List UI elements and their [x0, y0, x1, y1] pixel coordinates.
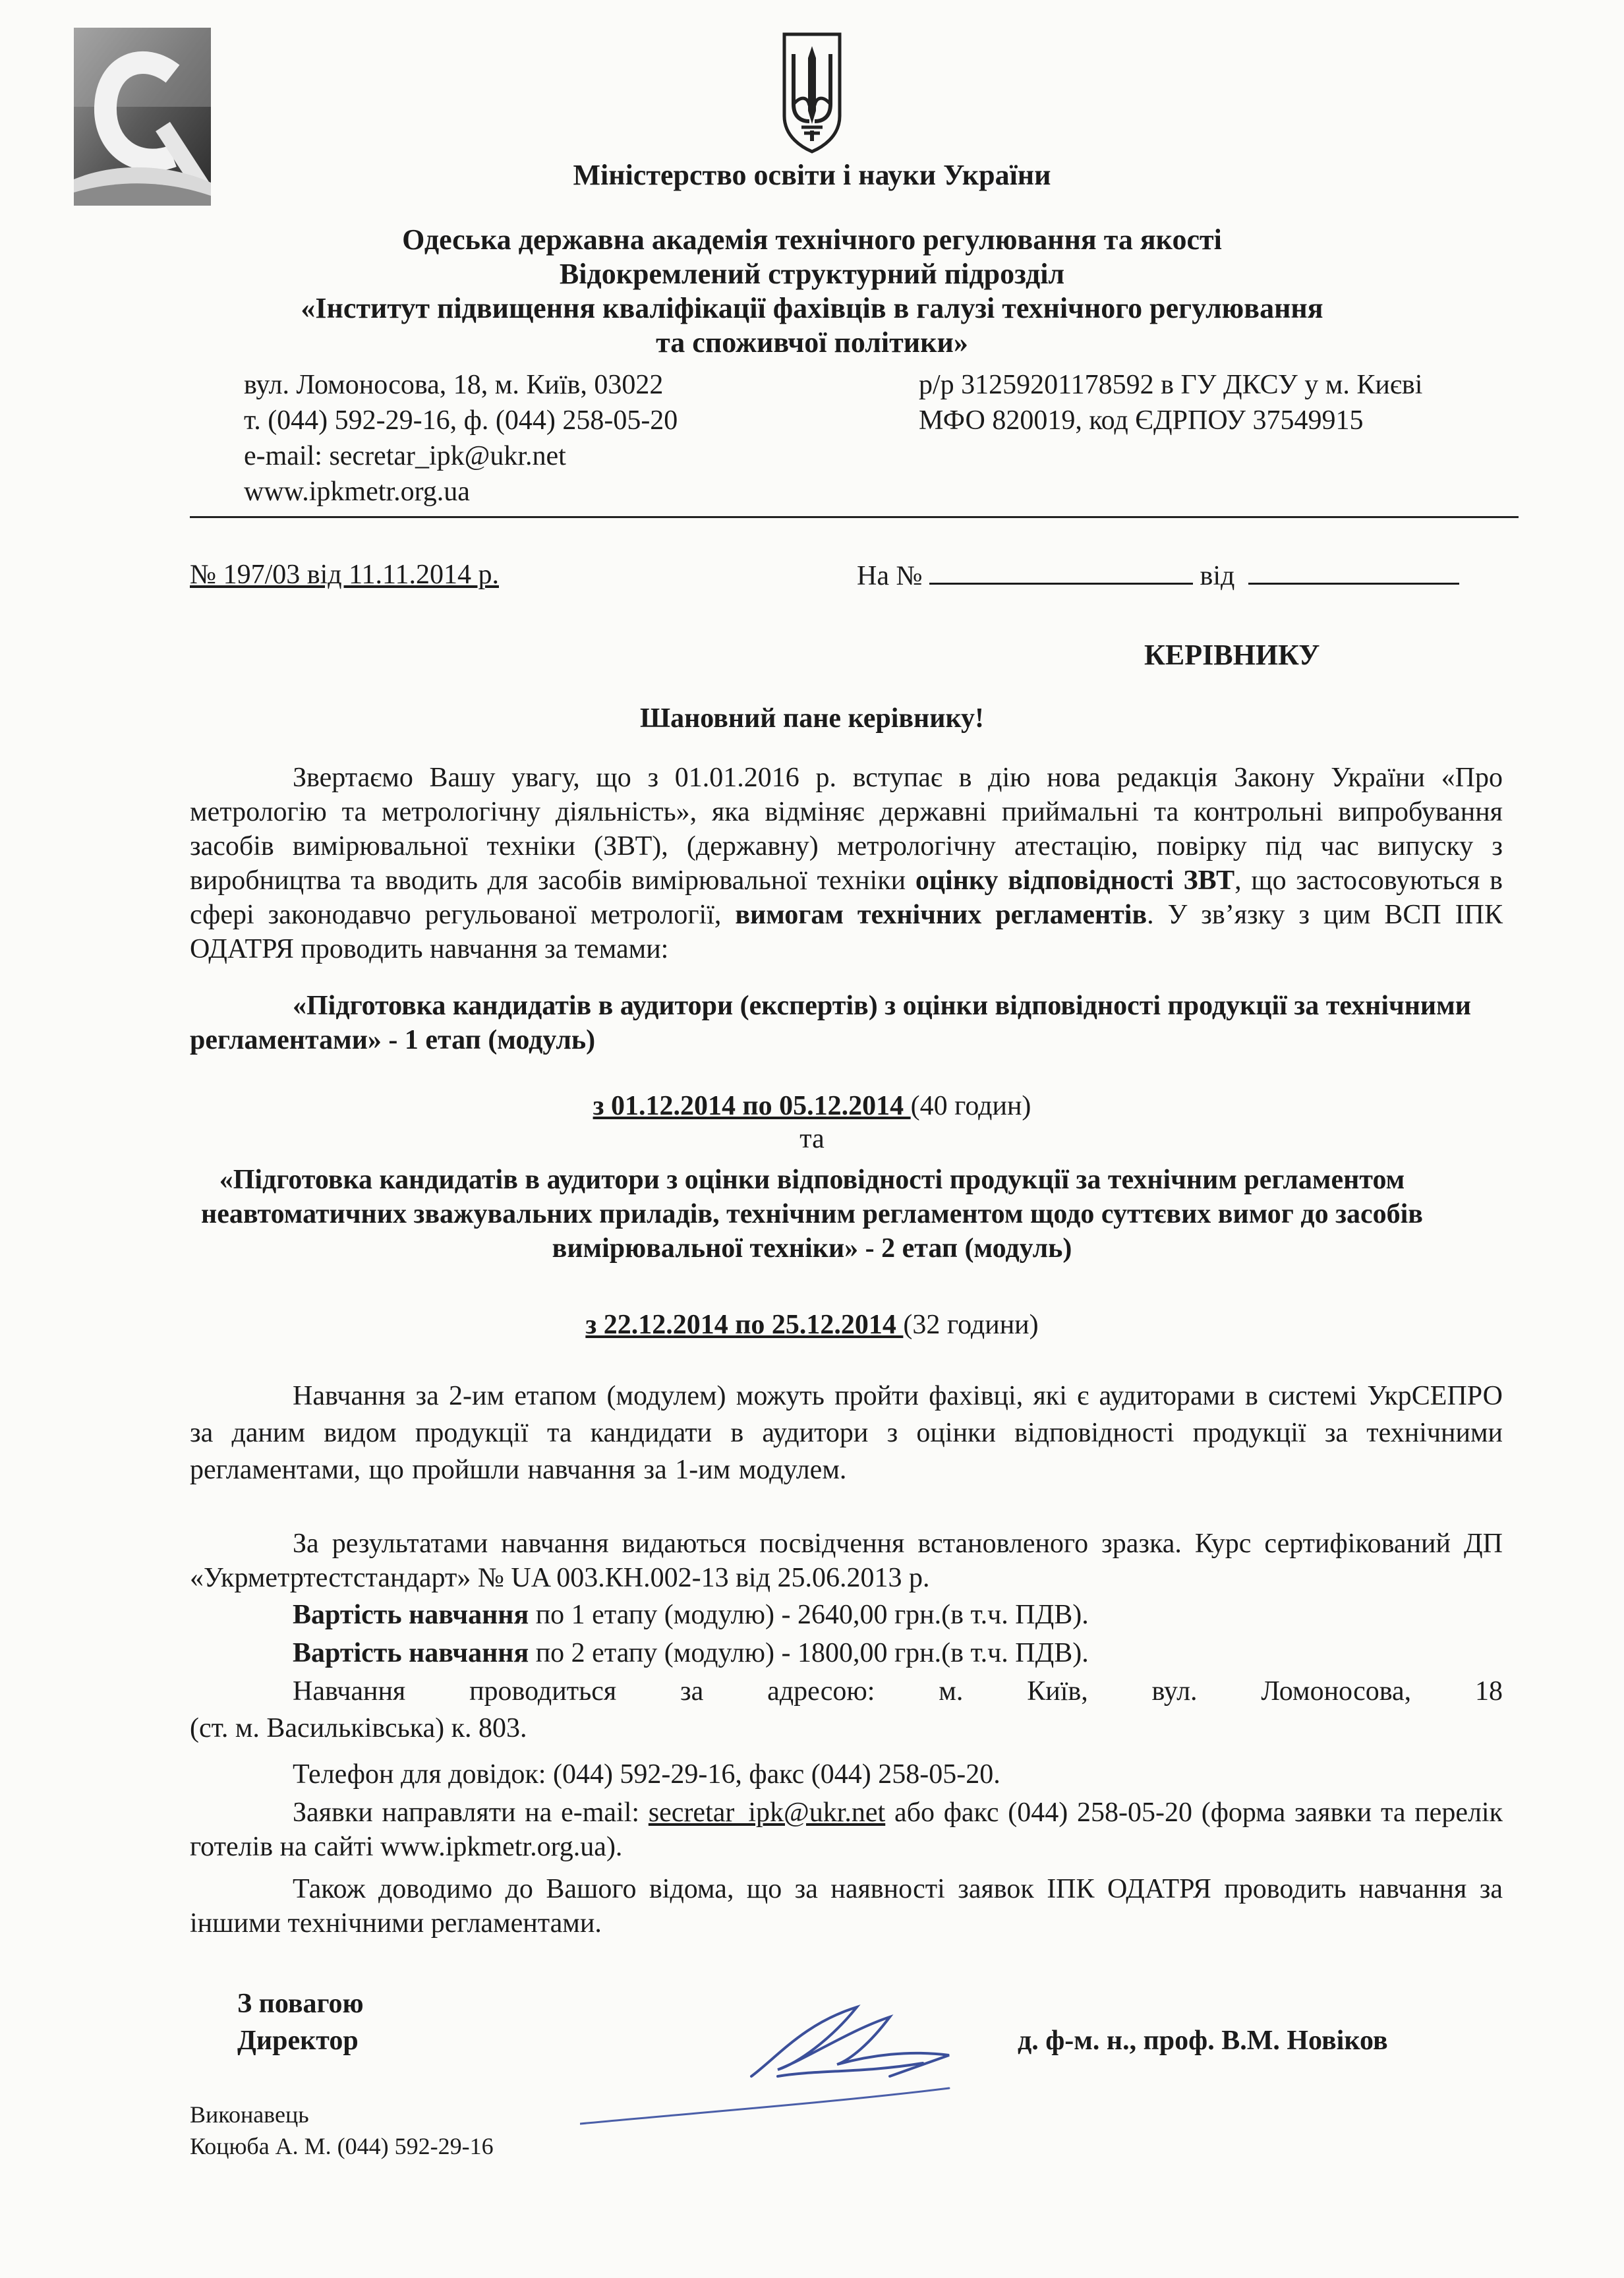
application-paragraph [190, 1796, 1503, 1864]
addressee: КЕРІВНИКУ [1144, 639, 1320, 671]
contact-website: www.ipkmetr.org.ua [244, 477, 470, 507]
intro-text-3: . У зв’язку з цим ВСП ІПК ОДАТРЯ проводить навчання за темами: [190, 900, 1503, 964]
venue-line-2: (ст. м. Васильківська) к. 803. [190, 1713, 527, 1743]
division-name: Відокремлений структурний підрозділ [559, 258, 1065, 290]
executor-name-phone: Коцюба А. М. (044) 592-29-16 [190, 2133, 494, 2159]
venue-line-1: Навчання проводиться за адресою: м. Київ, вул. Ломоносова, 18 [293, 1676, 1503, 1707]
intro-paragraph [190, 761, 1503, 966]
course-1-hours: (40 годин) [910, 1091, 1031, 1121]
incoming-date-label: від [1200, 561, 1235, 591]
intro-text-1: Звертаємо Вашу увагу, що з 01.01.2016 р. вступає в дію нова редакція Закону України «Про метрологію та метрологічну діяльність», яка відміняє державні приймальні та контрольні випробування засобів вимірювальної техніки (ЗВТ), (державну) метрологічну атестацію, повірку під час випуску з виробництва та вводить для засобів вимірювальної техніки [190, 763, 1503, 896]
course-2-title: «Підготовка кандидатів в аудитори з оцінки відповідності продукції за технічним регламентом неавтоматичних зважувальних приладів, технічним регламентом щодо суттєвих вимог до засобів вимірювальної техніки» - 2 етап (модуль) [201, 1165, 1423, 1264]
apply-text-2: або факс (044) 258-05-20 (форма заявки та перелік готелів на сайті www.ipkmetr.org.ua). [190, 1797, 1503, 1862]
cost-stage-1-text: по 1 етапу (модулю) - 2640,00 грн.(в т.ч. ПДВ). [529, 1600, 1089, 1630]
salutation: Шановний пане керівнику! [639, 703, 985, 734]
contact-address: вул. Ломоносова, 18, м. Київ, 03022 [244, 370, 664, 400]
course-1-title: «Підготовка кандидатів в аудитори (експертів) з оцінки відповідності продукції за технічними регламентами» - 1 етап (модуль) [190, 991, 1471, 1055]
course-1-dates [0, 1089, 1624, 1123]
apply-text-1: Заявки направляти на e-mail: [293, 1797, 649, 1828]
director-name: д. ф-м. н., проф. В.М. Новіков [1018, 2026, 1388, 2056]
cost-label-1: Вартість навчання [293, 1600, 529, 1630]
signature-icon [580, 1977, 1041, 2129]
institute-name-line-2: та споживчої політики» [656, 326, 968, 359]
bank-account: р/р 31259201178592 в ГУ ДКСУ у м. Києві [919, 370, 1423, 400]
apply-email-link[interactable]: secretar_ipk@ukr.net [648, 1797, 886, 1828]
course-2-dates [0, 1308, 1624, 1342]
course-1-date-range: з 01.12.2014 по 05.12.2014 [593, 1091, 911, 1121]
course-2-date-range: з 22.12.2014 по 25.12.2014 [585, 1310, 904, 1340]
ministry-title: Міністерство освіти і науки України [573, 159, 1051, 191]
other-regulations-paragraph: Також доводимо до Вашого відома, що за наявності заявок ІПК ОДАТРЯ проводить навчання за іншими технічними регламентами. [190, 1874, 1503, 1939]
conjunction: та [799, 1124, 825, 1154]
cost-stage-2 [190, 1636, 1503, 1670]
incoming-number-blank [929, 558, 1193, 585]
course-2-hours: (32 години) [903, 1310, 1039, 1340]
incoming-reference [857, 558, 1459, 593]
closing-position: Директор [237, 2026, 359, 2056]
eligibility-paragraph: Навчання за 2-им етапом (модулем) можуть пройти фахівці, які є аудиторами в системі УкрСЕПРО за даним видом продукції та кандидати в аудитори з оцінки відповідності продукції за технічними регламентами, що пройшли навчання за 1-им модулем. [190, 1381, 1503, 1485]
cost-label-2: Вартість навчання [293, 1638, 529, 1668]
executor-label: Виконавець [190, 2101, 309, 2128]
header-divider [190, 516, 1519, 518]
intro-bold-1: оцінку відповідності ЗВТ [915, 865, 1235, 896]
incoming-number-label: На № [857, 561, 923, 591]
bank-codes: МФО 820019, код ЄДРПОУ 37549915 [919, 405, 1364, 436]
cost-stage-1 [190, 1598, 1503, 1632]
outgoing-reference: № 197/03 від 11.11.2014 р. [190, 560, 499, 590]
contact-email: e-mail: secretar_ipk@ukr.net [244, 441, 566, 471]
intro-bold-2: вимогам технічних регламентів [735, 900, 1147, 930]
cost-stage-2-text: по 2 етапу (модулю) - 1800,00 грн.(в т.ч. ПДВ). [529, 1638, 1089, 1668]
coat-of-arms-icon [782, 32, 842, 154]
intro-text-2: , що застосовуються в сфері законодавчо регульованої метрології, [190, 865, 1503, 930]
institute-name-line-1: «Інститут підвищення кваліфікації фахівців в галузі технічного регулювання [301, 292, 1323, 324]
contact-phone-fax: т. (044) 592-29-16, ф. (044) 258-05-20 [244, 405, 678, 436]
phone-info: Телефон для довідок: (044) 592-29-16, факс (044) 258-05-20. [293, 1759, 1000, 1790]
certificate-paragraph: За результатами навчання видаються посвідчення встановленого зразка. Курс сертифікований ДП «Укрметртестстандарт» № UA 003.КН.002-13 від 25.06.2013 р. [190, 1529, 1503, 1593]
academy-name: Одеська державна академія технічного регулювання та якості [402, 223, 1222, 256]
closing-regards: З повагою [237, 1989, 364, 2019]
incoming-date-blank [1248, 558, 1459, 585]
